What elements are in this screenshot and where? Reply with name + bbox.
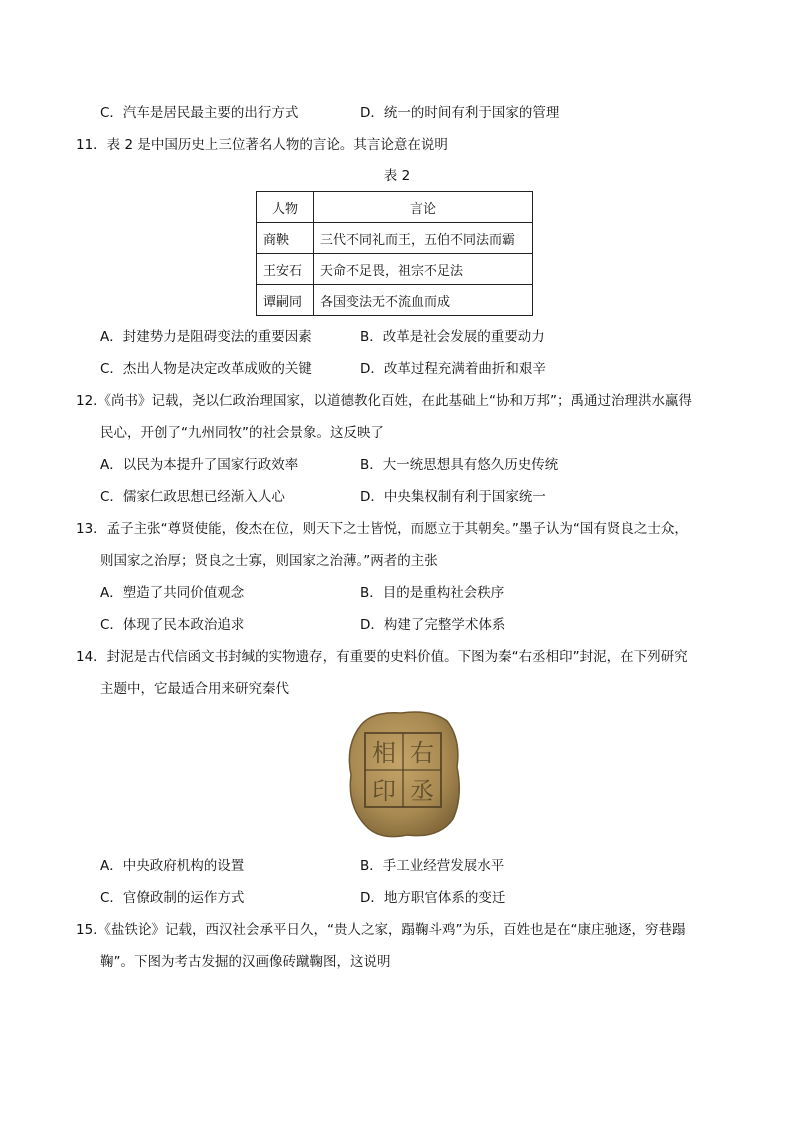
q15-stem-line2: 鞠”。下图为考古发掘的汉画像砖蹴鞠图，这说明 bbox=[100, 954, 391, 970]
q14-stem-line2: 主题中，它最适合用来研究秦代 bbox=[100, 681, 289, 697]
table-cell-person: 谭嗣同 bbox=[257, 285, 314, 316]
q11-table bbox=[256, 191, 533, 316]
q12-option-c: C．儒家仁政思想已经渐入人心 bbox=[100, 489, 285, 505]
table-cell-quote: 天命不足畏，祖宗不足法 bbox=[314, 254, 533, 285]
q15-stem-line1: 15.《盐铁论》记载，西汉社会承平日久，“贵人之家，蹋鞠斗鸡”为乐，百姓也是在“康庄驰逐，穷巷蹋 bbox=[76, 922, 686, 938]
q13-option-a: A．塑造了共同价值观念 bbox=[100, 585, 245, 601]
q14-option-a: A．中央政府机构的设置 bbox=[100, 858, 245, 874]
q12-stem-line1: 12.《尚书》记载，尧以仁政治理国家，以道德教化百姓，在此基础上“协和万邦”；禹通过治理洪水赢得 bbox=[76, 393, 692, 409]
table-header-quote: 言论 bbox=[314, 192, 533, 223]
q14-option-d: D．地方职官体系的变迁 bbox=[360, 890, 506, 906]
clay-seal-image bbox=[343, 705, 465, 843]
q12-option-a: A．以民为本提升了国家行政效率 bbox=[100, 457, 299, 473]
q11-stem: 11．表 2 是中国历史上三位著名人物的言论。其言论意在说明 bbox=[76, 137, 448, 153]
seal-char-3: 相 bbox=[372, 739, 396, 767]
table-cell-quote: 三代不同礼而王，五伯不同法而霸 bbox=[314, 223, 533, 254]
q11-option-c: C．杰出人物是决定改革成败的关键 bbox=[100, 361, 312, 377]
table-row bbox=[257, 285, 533, 316]
q14-option-c: C．官僚政制的运作方式 bbox=[100, 890, 245, 906]
table-row bbox=[257, 254, 533, 285]
table-header-person: 人物 bbox=[257, 192, 314, 223]
table-cell-person: 王安石 bbox=[257, 254, 314, 285]
seal-char-4: 印 bbox=[372, 777, 396, 805]
q13-stem-line1: 13．孟子主张“尊贤使能，俊杰在位，则天下之士皆悦，而愿立于其朝矣。”墨子认为“国有贤良之士众， bbox=[76, 521, 688, 537]
q14-option-b: B．手工业经营发展水平 bbox=[360, 858, 505, 874]
q11-option-b: B．改革是社会发展的重要动力 bbox=[360, 329, 545, 345]
table-row bbox=[257, 223, 533, 254]
q12-option-b: B．大一统思想具有悠久历史传统 bbox=[360, 457, 559, 473]
table-header-row bbox=[257, 192, 533, 223]
q13-option-c: C．体现了民本政治追求 bbox=[100, 617, 245, 633]
seal-char-2: 丞 bbox=[410, 777, 434, 805]
q11-table-caption: 表 2 bbox=[383, 168, 411, 184]
table-cell-person: 商鞅 bbox=[257, 223, 314, 254]
seal-char-1: 右 bbox=[410, 739, 434, 767]
q12-stem-line2: 民心，开创了“九州同牧”的社会景象。这反映了 bbox=[100, 425, 384, 441]
q13-stem-line2: 则国家之治厚；贤良之士寡，则国家之治薄。”两者的主张 bbox=[100, 553, 438, 569]
q10-option-d: D．统一的时间有利于国家的管理 bbox=[360, 105, 560, 121]
q11-option-a: A．封建势力是阻碍变法的重要因素 bbox=[100, 329, 312, 345]
q13-option-b: B．目的是重构社会秩序 bbox=[360, 585, 505, 601]
q10-option-c: C．汽车是居民最主要的出行方式 bbox=[100, 105, 299, 121]
q13-option-d: D．构建了完整学术体系 bbox=[360, 617, 506, 633]
q11-option-d: D．改革过程充满着曲折和艰辛 bbox=[360, 361, 546, 377]
q12-option-d: D．中央集权制有利于国家统一 bbox=[360, 489, 546, 505]
q14-stem-line1: 14．封泥是古代信函文书封缄的实物遗存，有重要的史料价值。下图为秦“右丞相印”封泥，在下列研究 bbox=[76, 649, 688, 665]
table-cell-quote: 各国变法无不流血而成 bbox=[314, 285, 533, 316]
